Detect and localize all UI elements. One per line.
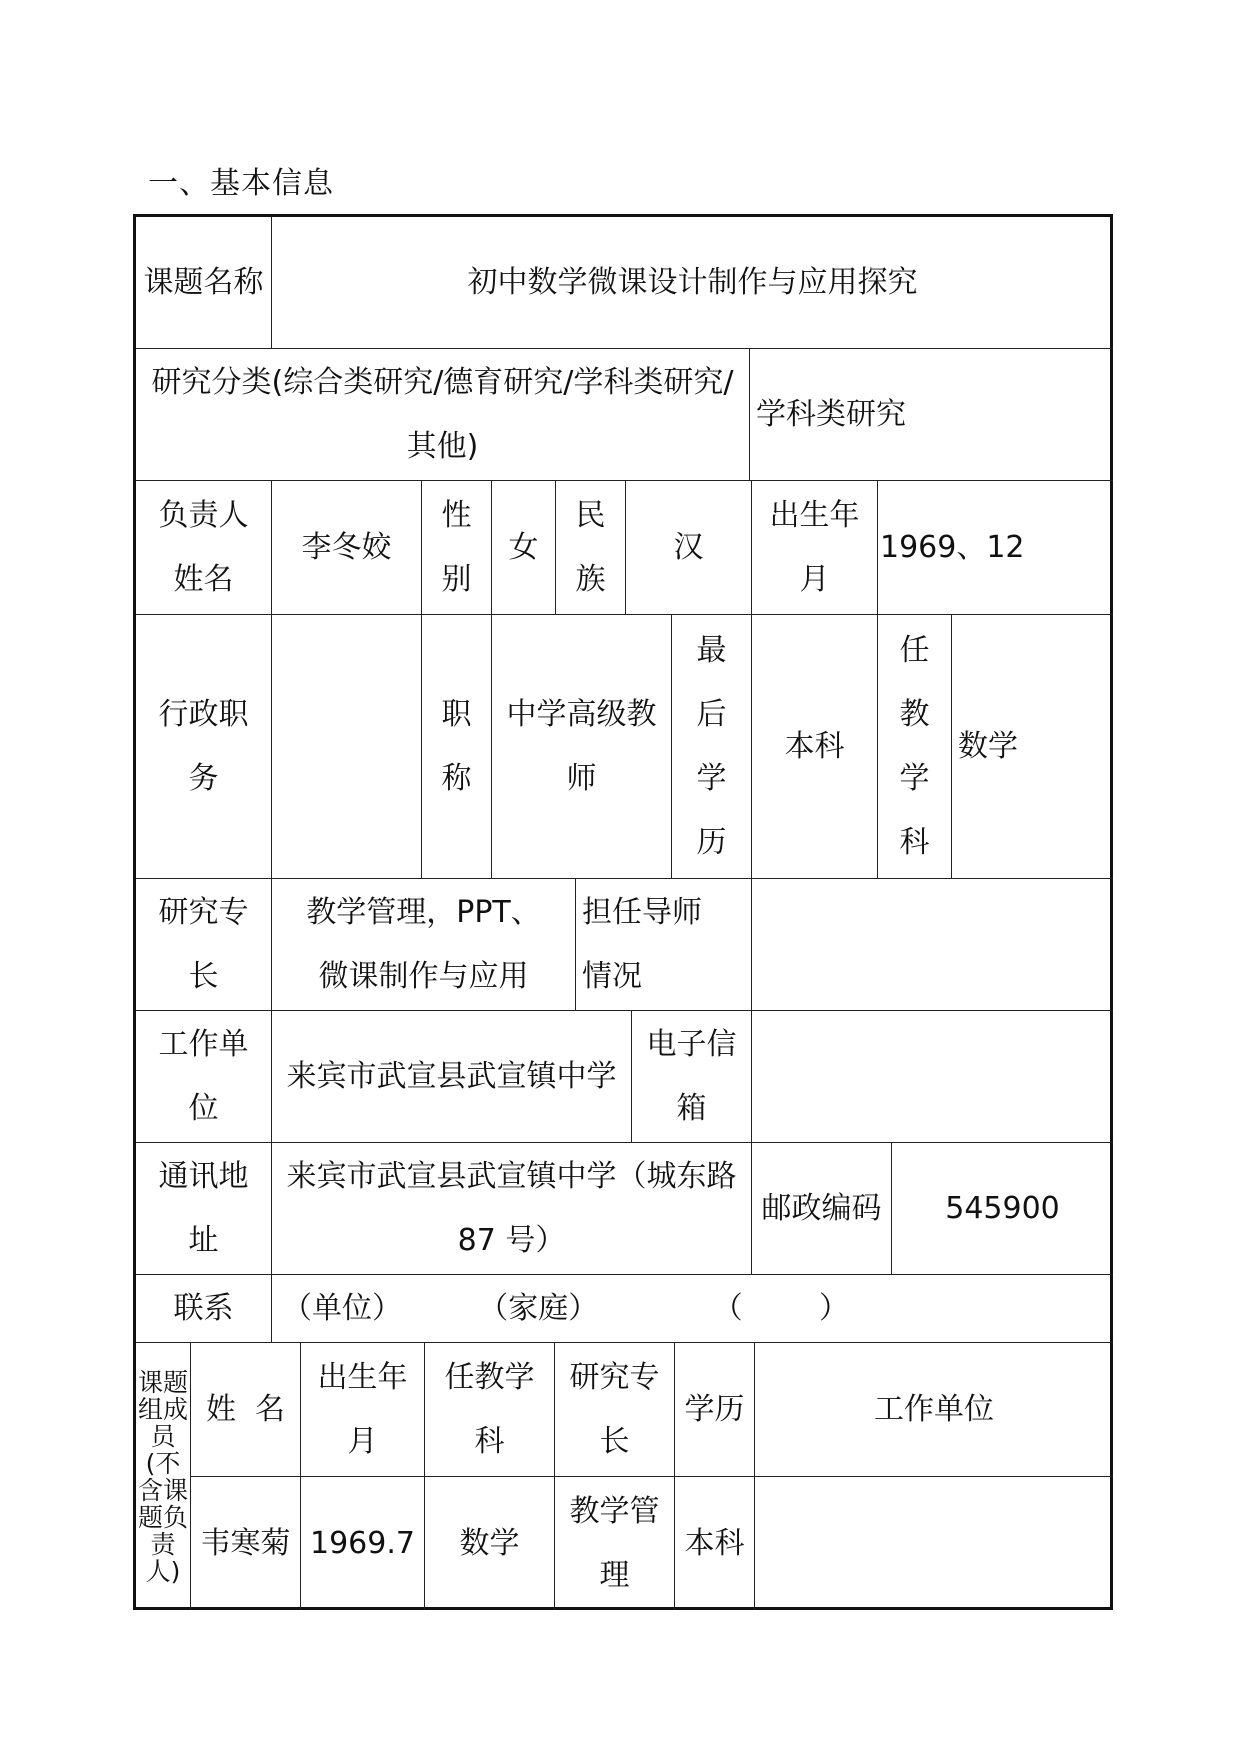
postcode-label-cell xyxy=(752,1143,892,1275)
address-value: 来宾市武宣县武宣镇中学（城东路 87 号） xyxy=(286,1158,737,1258)
subject-label: 任教学科 xyxy=(899,632,930,860)
member-row-subject xyxy=(425,1477,555,1610)
category-value-cell xyxy=(750,349,1113,481)
basic-info-table xyxy=(133,214,1113,1610)
admin-post-label: 行政职务 xyxy=(158,696,249,796)
members-header-birth xyxy=(301,1343,425,1477)
gender-cell xyxy=(492,481,556,615)
members-side-label-cell xyxy=(136,1343,191,1610)
member-subject: 数学 xyxy=(459,1525,520,1561)
category-label: 研究分类(综合类研究/德育研究/学科类研究/其他) xyxy=(151,364,734,464)
education-label: 最后学历 xyxy=(696,632,727,860)
gender-label-cell xyxy=(422,481,492,615)
leader-name-cell xyxy=(272,481,422,615)
email-label-cell xyxy=(632,1011,752,1143)
member-row-education xyxy=(675,1477,755,1610)
members-header-work-unit xyxy=(755,1343,1113,1477)
members-header-subject-label: 任教学科 xyxy=(444,1359,535,1459)
ethnicity-label: 民族 xyxy=(575,497,606,597)
title-cell xyxy=(492,615,672,879)
ethnicity-cell xyxy=(626,481,752,615)
subject-cell xyxy=(952,615,1113,879)
admin-post-label-cell xyxy=(136,615,272,879)
work-unit-cell xyxy=(272,1011,632,1143)
education-label-cell xyxy=(672,615,752,879)
expertise-value: 教学管理，PPT、微课制作与应用 xyxy=(306,894,541,994)
ethnicity-label-cell xyxy=(556,481,626,615)
work-unit-label-cell xyxy=(136,1011,272,1143)
member-row-expertise xyxy=(555,1477,675,1610)
address-cell xyxy=(272,1143,752,1275)
contact-value: （单位） （家庭） （ ） xyxy=(282,1290,850,1326)
members-header-expertise-label: 研究专长 xyxy=(569,1359,660,1459)
members-side-label: 课题组成员(不含课题负责人) xyxy=(138,1367,189,1586)
gender-label: 性别 xyxy=(441,497,472,597)
members-header-name xyxy=(191,1343,301,1477)
birth-cell xyxy=(878,481,1113,615)
contact-cell xyxy=(272,1275,1113,1343)
member-name: 韦寒菊 xyxy=(200,1525,291,1561)
title-value: 中学高级教师 xyxy=(506,696,657,796)
member-expertise: 教学管理 xyxy=(569,1493,660,1593)
postcode-value: 545900 xyxy=(945,1190,1060,1226)
postcode-cell xyxy=(892,1143,1113,1275)
members-header-subject xyxy=(425,1343,555,1477)
expertise-label-cell xyxy=(136,879,272,1011)
member-birth: 1969.7 xyxy=(310,1525,415,1561)
address-label: 通讯地址 xyxy=(158,1158,249,1258)
member-row-birth xyxy=(301,1477,425,1610)
email-label: 电子信箱 xyxy=(646,1026,737,1126)
birth-label-cell xyxy=(752,481,878,615)
admin-post-cell xyxy=(272,615,422,879)
ethnicity-value: 汉 xyxy=(673,529,704,565)
leader-name: 李冬姣 xyxy=(301,529,392,565)
education-value: 本科 xyxy=(784,728,845,764)
expertise-cell xyxy=(272,879,576,1011)
mentor-label-cell xyxy=(576,879,752,1011)
mentor-label: 担任导师情况 xyxy=(582,894,702,994)
topic-label: 课题名称 xyxy=(143,264,264,300)
education-cell xyxy=(752,615,878,879)
title-label-cell xyxy=(422,615,492,879)
members-header-name-label: 姓 名 xyxy=(205,1391,286,1427)
expertise-label: 研究专长 xyxy=(158,894,249,994)
member-row-name xyxy=(191,1477,301,1610)
category-value: 学科类研究 xyxy=(756,396,906,432)
members-header-work-unit-label: 工作单位 xyxy=(874,1391,994,1427)
work-unit-value: 来宾市武宣县武宣镇中学 xyxy=(286,1058,617,1094)
topic-label-cell xyxy=(136,217,272,349)
birth-value: 1969、12 xyxy=(880,529,1025,565)
members-header-birth-label: 出生年月 xyxy=(317,1359,408,1459)
members-header-education-label: 学历 xyxy=(684,1391,745,1427)
email-cell xyxy=(752,1011,1113,1143)
member-education: 本科 xyxy=(684,1525,745,1561)
mentor-cell xyxy=(752,879,1113,1011)
section-title: 一、基本信息 xyxy=(148,166,334,201)
subject-value: 数学 xyxy=(958,728,1018,764)
member-row-work-unit xyxy=(755,1477,1113,1610)
category-label-cell xyxy=(136,349,750,481)
address-label-cell xyxy=(136,1143,272,1275)
work-unit-label: 工作单位 xyxy=(158,1026,249,1126)
members-header-expertise xyxy=(555,1343,675,1477)
topic-value-cell xyxy=(272,217,1113,349)
leader-name-label: 负责人姓名 xyxy=(158,497,249,597)
subject-label-cell xyxy=(878,615,952,879)
title-label: 职称 xyxy=(441,696,472,796)
contact-label-cell xyxy=(136,1275,272,1343)
leader-name-label-cell xyxy=(136,481,272,615)
topic-value: 初中数学微课设计制作与应用探究 xyxy=(467,264,918,300)
birth-label: 出生年月 xyxy=(769,497,860,597)
gender-value: 女 xyxy=(508,529,539,565)
postcode-label: 邮政编码 xyxy=(761,1190,882,1226)
members-header-education xyxy=(675,1343,755,1477)
contact-label: 联系 xyxy=(173,1290,234,1326)
